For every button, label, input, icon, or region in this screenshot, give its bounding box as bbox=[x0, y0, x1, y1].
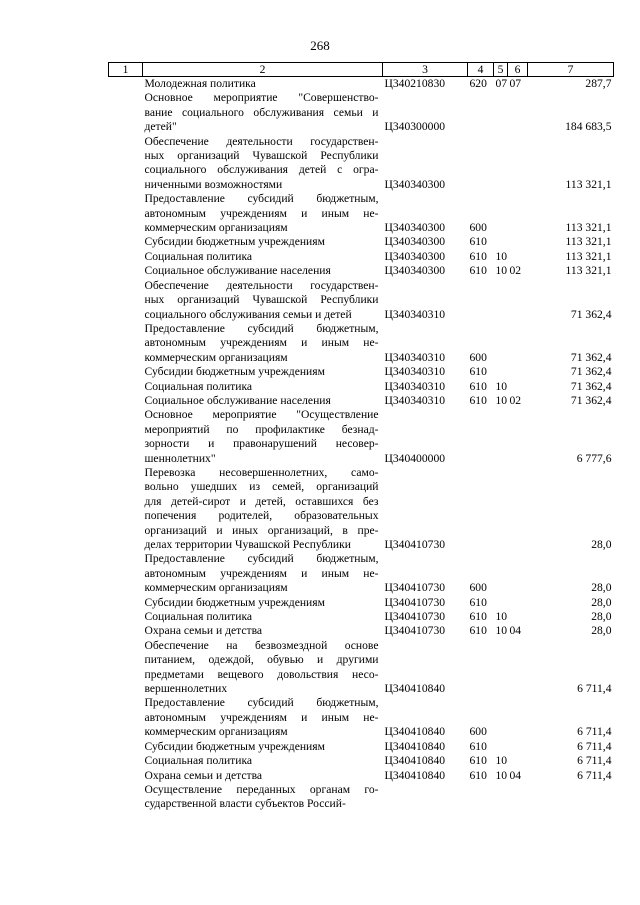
row-pr-cell: 04 bbox=[509, 624, 522, 638]
row-rz-cell bbox=[494, 279, 508, 322]
row-name-line: ных организаций Чувашской Республики bbox=[144, 293, 379, 307]
table-row bbox=[109, 135, 614, 193]
row-sum-cell: 71 362,4 bbox=[570, 393, 612, 407]
row-pr-cell bbox=[508, 235, 528, 249]
row-name-cell bbox=[143, 77, 383, 92]
row-name-line: вольно ушедших из семей, организаций bbox=[144, 480, 379, 494]
row-name-cell bbox=[143, 235, 383, 249]
row-name-line: организаций и иных организаций, в пре- bbox=[144, 523, 379, 537]
row-pr-cell bbox=[508, 279, 528, 322]
row-number-cell bbox=[109, 77, 143, 92]
row-name-line: автономным учреждениям и иным не- bbox=[144, 710, 379, 724]
row-vr-cell: 610 bbox=[469, 264, 487, 278]
row-number-cell bbox=[109, 639, 143, 697]
row-name-line: ных организаций Чувашской Республики bbox=[144, 149, 379, 163]
row-name-line: Субсидии бюджетным учреждениям bbox=[144, 235, 325, 249]
row-sum-cell: 28,0 bbox=[591, 610, 612, 624]
row-sum-cell: 6 777,6 bbox=[576, 451, 612, 465]
row-vr-cell bbox=[468, 466, 494, 552]
row-code-cell: Ц340340300 bbox=[384, 249, 446, 263]
row-code-cell: Ц340340310 bbox=[384, 379, 446, 393]
table-row bbox=[109, 77, 614, 92]
row-pr-cell bbox=[508, 754, 528, 768]
row-sum-cell: 28,0 bbox=[591, 538, 612, 551]
row-name-cell bbox=[143, 596, 383, 610]
row-name-line: шеннолетних" bbox=[144, 451, 216, 465]
table-row bbox=[109, 365, 614, 379]
row-name-cell bbox=[143, 610, 383, 624]
row-number-cell bbox=[109, 696, 143, 739]
row-rz-cell bbox=[494, 596, 508, 610]
row-vr-cell bbox=[468, 639, 494, 697]
row-sum-cell: 28,0 bbox=[591, 581, 612, 595]
row-name-line: вершеннолетних bbox=[144, 682, 228, 696]
header-cell: 3 bbox=[383, 63, 468, 77]
row-vr-cell: 610 bbox=[469, 768, 487, 782]
row-rz-cell: 07 bbox=[495, 77, 508, 90]
row-name-line: Осуществление переданных органам го- bbox=[144, 782, 379, 796]
row-pr-cell: 07 bbox=[509, 77, 522, 90]
row-code-cell: Ц340340300 bbox=[384, 264, 446, 278]
row-name-cell bbox=[143, 639, 383, 697]
row-pr-cell bbox=[508, 408, 528, 466]
row-pr-cell: 04 bbox=[509, 768, 522, 782]
row-pr-cell bbox=[508, 610, 528, 624]
row-name-line: Основное мероприятие "Совершенство- bbox=[144, 91, 379, 105]
table-row bbox=[109, 235, 614, 249]
table-row bbox=[109, 552, 614, 595]
row-rz-cell: 10 bbox=[495, 624, 508, 638]
row-code-cell: Ц340410840 bbox=[384, 682, 446, 696]
row-pr-cell bbox=[508, 250, 528, 264]
row-sum-cell: 71 362,4 bbox=[570, 365, 612, 379]
table-row bbox=[109, 610, 614, 624]
row-vr-cell: 600 bbox=[469, 581, 487, 595]
row-name-line: Социальная политика bbox=[144, 379, 253, 393]
row-number-cell bbox=[109, 783, 143, 812]
row-vr-cell bbox=[468, 135, 494, 193]
table-row bbox=[109, 394, 614, 408]
row-code-cell: Ц340340310 bbox=[384, 365, 446, 379]
row-rz-cell: 10 bbox=[495, 379, 508, 393]
row-name-line: Социальная политика bbox=[144, 610, 253, 624]
row-sum-cell bbox=[528, 783, 614, 812]
row-code-cell: Ц340410730 bbox=[384, 610, 446, 624]
row-number-cell bbox=[109, 408, 143, 466]
row-sum-cell: 113 321,1 bbox=[565, 235, 612, 249]
row-sum-cell: 71 362,4 bbox=[570, 350, 612, 364]
row-vr-cell: 610 bbox=[469, 624, 487, 638]
row-sum-cell: 113 321,1 bbox=[565, 177, 612, 191]
row-name-cell bbox=[143, 322, 383, 365]
row-rz-cell bbox=[494, 322, 508, 365]
row-number-cell bbox=[109, 135, 143, 193]
row-name-line: коммерческим организациям bbox=[144, 725, 288, 739]
table-row bbox=[109, 279, 614, 322]
row-name-line: Социальное обслуживание населения bbox=[144, 393, 331, 407]
row-name-line: автономным учреждениям и иным не- bbox=[144, 566, 379, 580]
row-name-line: Обеспечение деятельности государствен- bbox=[144, 278, 379, 292]
row-vr-cell: 600 bbox=[469, 725, 487, 739]
row-pr-cell bbox=[508, 466, 528, 552]
row-sum-cell: 28,0 bbox=[591, 595, 612, 609]
row-code-cell: Ц340340310 bbox=[384, 393, 446, 407]
row-pr-cell: 02 bbox=[509, 393, 522, 407]
row-code-cell: Ц340210830 bbox=[384, 77, 446, 90]
row-rz-cell bbox=[494, 740, 508, 754]
row-name-line: Предоставление субсидий бюджетным, bbox=[144, 192, 379, 206]
row-pr-cell bbox=[508, 91, 528, 134]
row-name-line: Социальная политика bbox=[144, 754, 253, 768]
table-row bbox=[109, 466, 614, 552]
row-name-line: Охрана семьи и детства bbox=[144, 768, 263, 782]
row-name-cell bbox=[143, 552, 383, 595]
row-name-line: Перевозка несовершеннолетних, само- bbox=[144, 465, 379, 479]
row-code-cell: Ц340340300 bbox=[384, 177, 446, 191]
row-number-cell bbox=[109, 596, 143, 610]
row-name-line: Молодежная политика bbox=[144, 77, 256, 90]
row-name-line: сударственной власти субъектов Россий- bbox=[144, 797, 346, 811]
row-rz-cell: 10 bbox=[495, 768, 508, 782]
row-name-line: коммерческим организациям bbox=[144, 221, 288, 235]
row-sum-cell: 287,7 bbox=[585, 77, 612, 90]
row-name-cell bbox=[143, 394, 383, 408]
row-name-line: автономным учреждениям и иным не- bbox=[144, 336, 379, 350]
table-row bbox=[109, 322, 614, 365]
table-row bbox=[109, 624, 614, 638]
row-name-line: Предоставление субсидий бюджетным, bbox=[144, 552, 379, 566]
row-name-line: ниченными возможностями bbox=[144, 177, 283, 191]
row-vr-cell: 610 bbox=[469, 393, 487, 407]
row-vr-cell: 620 bbox=[469, 77, 487, 90]
row-name-line: коммерческим организациям bbox=[144, 350, 288, 364]
row-vr-cell: 600 bbox=[469, 221, 487, 235]
row-name-line: зорности и правонарушений несовер- bbox=[144, 437, 379, 451]
row-sum-cell: 113 321,1 bbox=[565, 264, 612, 278]
row-code-cell: Ц340410840 bbox=[384, 725, 446, 739]
row-sum-cell: 113 321,1 bbox=[565, 221, 612, 235]
row-name-cell bbox=[143, 783, 383, 812]
row-rz-cell bbox=[494, 192, 508, 235]
row-name-cell bbox=[143, 466, 383, 552]
row-name-line: попечения родителей, образовательных bbox=[144, 509, 379, 523]
row-pr-cell bbox=[508, 696, 528, 739]
table-row bbox=[109, 596, 614, 610]
row-number-cell bbox=[109, 466, 143, 552]
row-name-line: Обеспечение деятельности государствен- bbox=[144, 134, 379, 148]
page-number: 268 bbox=[310, 38, 330, 53]
table-row bbox=[109, 264, 614, 278]
row-number-cell bbox=[109, 279, 143, 322]
row-rz-cell: 10 bbox=[495, 393, 508, 407]
header-cell: 2 bbox=[143, 63, 383, 77]
row-vr-cell: 610 bbox=[469, 754, 487, 768]
header-cell: 7 bbox=[528, 63, 614, 77]
row-rz-cell bbox=[494, 783, 508, 812]
row-pr-cell bbox=[508, 135, 528, 193]
row-sum-cell: 6 711,4 bbox=[577, 754, 612, 768]
row-sum-cell: 6 711,4 bbox=[577, 682, 612, 696]
row-code-cell: Ц340410840 bbox=[384, 768, 446, 782]
row-pr-cell bbox=[508, 596, 528, 610]
row-pr-cell bbox=[508, 192, 528, 235]
row-name-cell bbox=[143, 135, 383, 193]
table-row bbox=[109, 740, 614, 754]
row-name-line: питанием, одеждой, обувью и другими bbox=[144, 653, 379, 667]
row-sum-cell: 6 711,4 bbox=[577, 739, 612, 753]
row-vr-cell: 610 bbox=[469, 595, 487, 609]
row-number-cell bbox=[109, 380, 143, 394]
row-name-cell bbox=[143, 696, 383, 739]
row-name-line: мероприятий по профилактике безнад- bbox=[144, 422, 379, 436]
row-code-cell: Ц340340310 bbox=[384, 350, 446, 364]
row-vr-cell bbox=[468, 279, 494, 322]
row-number-cell bbox=[109, 264, 143, 278]
row-code-cell: Ц340410730 bbox=[384, 595, 446, 609]
row-name-line: Основное мероприятие "Осуществление bbox=[144, 408, 379, 422]
table-row bbox=[109, 639, 614, 697]
row-vr-cell bbox=[468, 783, 494, 812]
row-code-cell: Ц340340300 bbox=[384, 221, 446, 235]
row-code-cell: Ц340400000 bbox=[384, 451, 446, 465]
row-sum-cell: 6 711,4 bbox=[577, 725, 612, 739]
row-rz-cell bbox=[494, 466, 508, 552]
row-name-line: социального обслуживания детей с огра- bbox=[144, 163, 379, 177]
row-number-cell bbox=[109, 91, 143, 134]
row-name-line: Субсидии бюджетным учреждениям bbox=[144, 595, 325, 609]
row-number-cell bbox=[109, 740, 143, 754]
row-code-cell: Ц340410840 bbox=[384, 739, 446, 753]
row-vr-cell bbox=[468, 408, 494, 466]
row-number-cell bbox=[109, 394, 143, 408]
table-row bbox=[109, 250, 614, 264]
row-name-line: автономным учреждениям и иным не- bbox=[144, 206, 379, 220]
row-name-line: коммерческим организациям bbox=[144, 581, 288, 595]
row-name-cell bbox=[143, 769, 383, 783]
row-rz-cell: 10 bbox=[495, 754, 508, 768]
row-vr-cell: 610 bbox=[469, 249, 487, 263]
row-name-cell bbox=[143, 380, 383, 394]
row-rz-cell bbox=[494, 235, 508, 249]
row-name-cell bbox=[143, 250, 383, 264]
row-number-cell bbox=[109, 769, 143, 783]
row-vr-cell: 610 bbox=[469, 235, 487, 249]
table-row bbox=[109, 754, 614, 768]
row-number-cell bbox=[109, 365, 143, 379]
row-pr-cell bbox=[508, 639, 528, 697]
table-row bbox=[109, 408, 614, 466]
row-pr-cell bbox=[508, 380, 528, 394]
row-pr-cell bbox=[508, 365, 528, 379]
table-row bbox=[109, 380, 614, 394]
row-vr-cell bbox=[468, 91, 494, 134]
row-pr-cell bbox=[508, 740, 528, 754]
row-rz-cell bbox=[494, 365, 508, 379]
table-row bbox=[109, 783, 614, 812]
row-rz-cell: 10 bbox=[495, 249, 508, 263]
header-cell: 5 bbox=[494, 63, 508, 77]
row-number-cell bbox=[109, 624, 143, 638]
row-sum-cell: 113 321,1 bbox=[565, 249, 612, 263]
row-name-cell bbox=[143, 279, 383, 322]
row-sum-cell: 71 362,4 bbox=[570, 379, 612, 393]
row-name-line: социального обслуживания семьи и детей bbox=[144, 307, 352, 321]
row-rz-cell: 10 bbox=[495, 264, 508, 278]
row-number-cell bbox=[109, 192, 143, 235]
row-rz-cell bbox=[494, 135, 508, 193]
table-row bbox=[109, 696, 614, 739]
header-cell: 1 bbox=[109, 63, 143, 77]
row-number-cell bbox=[109, 322, 143, 365]
row-pr-cell bbox=[508, 552, 528, 595]
header-cell: 6 bbox=[508, 63, 528, 77]
row-rz-cell bbox=[494, 552, 508, 595]
row-sum-cell: 6 711,4 bbox=[577, 768, 612, 782]
row-name-cell bbox=[143, 408, 383, 466]
row-name-line: вание социального обслуживания семьи и bbox=[144, 105, 379, 119]
row-name-line: Субсидии бюджетным учреждениям bbox=[144, 365, 325, 379]
row-name-cell bbox=[143, 192, 383, 235]
row-name-cell bbox=[143, 365, 383, 379]
row-number-cell bbox=[109, 610, 143, 624]
header-cell: 4 bbox=[468, 63, 494, 77]
row-sum-cell: 28,0 bbox=[591, 624, 612, 638]
row-name-cell bbox=[143, 740, 383, 754]
row-name-line: делах территории Чувашской Республики bbox=[144, 538, 351, 551]
row-vr-cell: 610 bbox=[469, 379, 487, 393]
budget-table bbox=[108, 62, 614, 812]
row-name-cell bbox=[143, 264, 383, 278]
row-name-line: Предоставление субсидий бюджетным, bbox=[144, 696, 379, 710]
table-header-row bbox=[109, 63, 614, 77]
row-code-cell: Ц340410730 bbox=[384, 624, 446, 638]
row-rz-cell bbox=[494, 91, 508, 134]
table-row bbox=[109, 91, 614, 134]
row-name-cell bbox=[143, 754, 383, 768]
row-name-cell bbox=[143, 624, 383, 638]
row-pr-cell: 02 bbox=[509, 264, 522, 278]
row-vr-cell: 610 bbox=[469, 610, 487, 624]
row-number-cell bbox=[109, 754, 143, 768]
row-name-line: Субсидии бюджетным учреждениям bbox=[144, 739, 325, 753]
row-code-cell bbox=[383, 783, 468, 812]
row-vr-cell: 600 bbox=[469, 350, 487, 364]
row-code-cell: Ц340340310 bbox=[384, 307, 446, 321]
row-sum-cell: 184 683,5 bbox=[565, 120, 612, 134]
row-code-cell: Ц340300000 bbox=[384, 120, 446, 134]
row-code-cell: Ц340340300 bbox=[384, 235, 446, 249]
row-number-cell bbox=[109, 250, 143, 264]
row-rz-cell: 10 bbox=[495, 610, 508, 624]
row-name-line: Социальное обслуживание населения bbox=[144, 264, 331, 278]
row-rz-cell bbox=[494, 696, 508, 739]
row-code-cell: Ц340410840 bbox=[384, 754, 446, 768]
row-name-line: Охрана семьи и детства bbox=[144, 624, 263, 638]
row-pr-cell bbox=[508, 322, 528, 365]
row-pr-cell bbox=[508, 783, 528, 812]
row-rz-cell bbox=[494, 639, 508, 697]
row-rz-cell bbox=[494, 408, 508, 466]
row-name-line: для детей-сирот и детей, оставшихся без bbox=[144, 494, 379, 508]
row-vr-cell: 610 bbox=[469, 365, 487, 379]
row-number-cell bbox=[109, 552, 143, 595]
row-vr-cell: 610 bbox=[469, 739, 487, 753]
row-code-cell: Ц340410730 bbox=[384, 538, 446, 551]
row-name-cell bbox=[143, 91, 383, 134]
row-number-cell bbox=[109, 235, 143, 249]
row-name-line: детей" bbox=[144, 120, 177, 134]
row-sum-cell: 71 362,4 bbox=[570, 307, 612, 321]
row-code-cell: Ц340410730 bbox=[384, 581, 446, 595]
row-name-line: Социальная политика bbox=[144, 249, 253, 263]
table-row bbox=[109, 192, 614, 235]
row-name-line: Предоставление субсидий бюджетным, bbox=[144, 321, 379, 335]
row-name-line: Обеспечение на безвозмездной основе bbox=[144, 638, 379, 652]
table-row bbox=[109, 769, 614, 783]
row-name-line: предметами вещевого довольствия несо- bbox=[144, 667, 379, 681]
